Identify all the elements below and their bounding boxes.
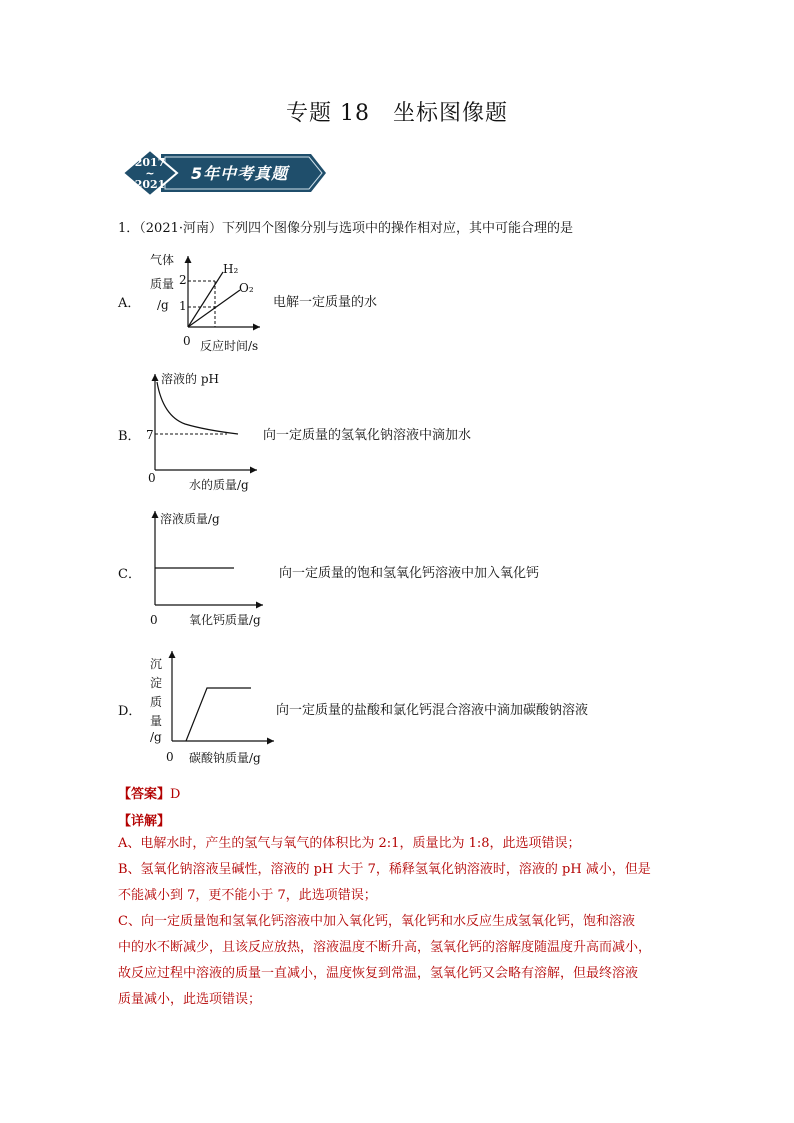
explanation-line: 质量减小，此选项错误； — [118, 992, 262, 1007]
explanation-line: 不能减小到 7，更不能小于 7，此选项错误； — [118, 888, 377, 903]
graph-a-h2-label: H₂ — [223, 262, 239, 276]
explanation-line: C、向一定质量饱和氢氧化钙溶液中加入氧化钙，氧化钙和水反应生成氢氧化钙，饱和溶液 — [118, 914, 635, 929]
graph-b-xlabel: 水的质量/g — [189, 478, 249, 492]
graph-d-ylabel-1: 沉 — [150, 657, 163, 671]
graph-d — [162, 645, 282, 745]
option-c-desc: 向一定质量的饱和氢氧化钙溶液中加入氧化钙 — [279, 566, 540, 581]
graph-c-ylabel: 溶液质量/g — [160, 512, 220, 526]
banner-year-top: 2017 — [134, 155, 166, 169]
graph-b-ylabel: 溶液的 pH — [161, 372, 219, 386]
graph-a-ylabel-1: 气体 — [150, 253, 175, 267]
page-title: 专题 18 坐标图像题 — [286, 101, 508, 126]
graph-b-curve — [157, 382, 238, 434]
graph-a-tick-2: 2 — [179, 273, 187, 287]
graph-a-o2-label: O₂ — [239, 281, 254, 295]
option-a-letter: A． — [118, 296, 141, 311]
answer-line — [118, 783, 180, 802]
option-c-letter: C． — [118, 567, 141, 582]
graph-d-line — [186, 688, 251, 741]
explanation-block — [118, 831, 683, 1013]
option-d-desc: 向一定质量的盐酸和氯化钙混合溶液中滴加碳酸钠溶液 — [276, 703, 589, 718]
graph-d-ylabel-4: 量 — [150, 714, 163, 728]
question-stem: 1．（2021·河南）下列四个图像分别与选项中的操作相对应，其中可能合理的是 — [118, 221, 573, 236]
section-banner — [121, 148, 331, 198]
explanation-line: 中的水不断减少，且该反应放热，溶液温度不断升高，氢氧化钙的溶解度随温度升高而减小， — [118, 940, 652, 955]
detail-label: 【详解】 — [118, 814, 171, 829]
graph-b-origin: 0 — [148, 471, 156, 485]
explanation-line: A、电解水时，产生的氢气与氧气的体积比为 2:1，质量比为 1:8，此选项错误； — [118, 836, 581, 851]
answer-value: D — [170, 787, 181, 802]
graph-d-ylabel-3: 质 — [150, 695, 163, 709]
graph-a-origin: 0 — [183, 334, 191, 348]
graph-a-ylabel-2: 质量 — [150, 277, 175, 291]
option-a-desc: 电解一定质量的水 — [273, 295, 378, 310]
graph-a-xlabel: 反应时间/s — [200, 339, 259, 353]
graph-d-ylabel-2: 淀 — [150, 676, 163, 690]
graph-d-xlabel: 碳酸钠质量/g — [189, 751, 261, 765]
graph-c-xlabel: 氧化钙质量/g — [189, 613, 261, 627]
graph-a-o2-line — [188, 290, 240, 327]
graph-d-origin: 0 — [166, 750, 174, 764]
banner-label: 5年中考真题 — [191, 164, 289, 183]
graph-a-tick-1: 1 — [179, 299, 187, 313]
banner-year-bottom: 2021 — [134, 177, 166, 191]
explanation-line: 故反应过程中溶液的质量一直减小，温度恢复到常温，氢氧化钙又会略有溶解，但最终溶液 — [118, 966, 639, 981]
graph-d-ylabel-5: /g — [150, 730, 162, 744]
graph-c-origin: 0 — [150, 613, 158, 627]
option-b-letter: B． — [118, 429, 141, 444]
graph-a-ylabel-3: /g — [157, 298, 169, 312]
answer-label: 【答案】 — [118, 787, 171, 802]
option-d-letter: D． — [118, 704, 142, 719]
banner-year-mid: ~ — [145, 166, 155, 180]
graph-a-h2-line — [188, 272, 223, 327]
explanation-line: B、氢氧化钠溶液呈碱性，溶液的 pH 大于 7，稀释氢氧化钠溶液时，溶液的 pH 减小，但是 — [118, 862, 651, 877]
graph-b-tick-7: 7 — [146, 428, 154, 442]
option-b-desc: 向一定质量的氢氧化钠溶液中滴加水 — [263, 428, 472, 443]
banner-years — [121, 148, 179, 198]
